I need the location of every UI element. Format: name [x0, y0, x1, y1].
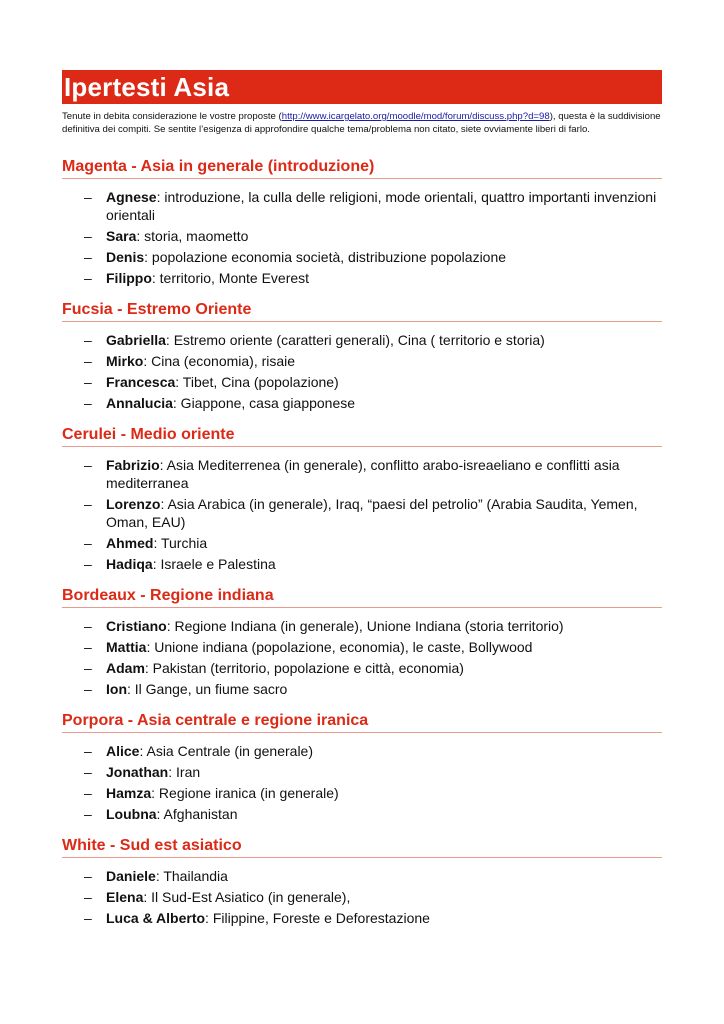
assignment-list: [62, 617, 662, 698]
assignment-topic: : Asia Centrale (in generale): [139, 743, 314, 759]
section: [62, 712, 662, 823]
student-name: Gabriella: [106, 332, 166, 348]
student-name: Mirko: [106, 353, 144, 369]
assignment-topic: : Giappone, casa giapponese: [172, 395, 356, 411]
list-item: [84, 742, 666, 760]
dash-bullet: –: [84, 910, 92, 926]
dash-bullet: –: [84, 189, 92, 205]
section: [62, 587, 662, 698]
dash-bullet: –: [84, 743, 92, 759]
dash-bullet: –: [84, 556, 92, 572]
document-title: Ipertesti Asia: [62, 70, 662, 104]
assignment-list: [62, 742, 662, 823]
section: [62, 158, 662, 287]
student-name: Loubna: [106, 806, 157, 822]
list-item: [84, 188, 666, 224]
student-name: Hadiqa: [106, 556, 153, 572]
dash-bullet: –: [84, 639, 92, 655]
section-heading: Magenta - Asia in generale (introduzione): [62, 158, 662, 179]
student-name: Elena: [106, 889, 144, 905]
assignment-topic: : Regione iranica (in generale): [151, 785, 339, 801]
list-item: [84, 763, 666, 781]
list-item: [84, 638, 666, 656]
dash-bullet: –: [84, 868, 92, 884]
section: [62, 837, 662, 927]
assignment-topic: : Filippine, Foreste e Deforestazione: [205, 910, 430, 926]
document-page: [62, 70, 662, 930]
assignment-topic: : Israele e Palestina: [152, 556, 276, 572]
assignment-topic: : Pakistan (territorio, popolazione e città, economia): [144, 660, 464, 676]
section: [62, 301, 662, 412]
assignment-list: [62, 867, 662, 927]
student-name: Alice: [106, 743, 140, 759]
student-name: Daniele: [106, 868, 156, 884]
dash-bullet: –: [84, 374, 92, 390]
assignment-topic: : Asia Mediterrenea (in generale), conflitto arabo-isreaeliano e conflitti asia mediterranea: [106, 457, 620, 491]
dash-bullet: –: [84, 457, 92, 473]
dash-bullet: –: [84, 332, 92, 348]
assignment-topic: : Il Sud-Est Asiatico (in generale),: [143, 889, 351, 905]
assignment-list: [62, 456, 662, 573]
section-heading: Bordeaux - Regione indiana: [62, 587, 662, 608]
assignment-topic: : Turchia: [153, 535, 208, 551]
dash-bullet: –: [84, 228, 92, 244]
student-name: Fabrizio: [106, 457, 160, 473]
list-item: [84, 394, 666, 412]
student-name: Jonathan: [106, 764, 169, 780]
student-name: Hamza: [106, 785, 152, 801]
assignment-topic: : Regione Indiana (in generale), Unione Indiana (storia territorio): [166, 618, 564, 634]
assignment-topic: : Asia Arabica (in generale), Iraq, “paesi del petrolio” (Arabia Saudita, Yemen, Oman, EAU): [106, 496, 638, 530]
list-item: [84, 248, 666, 266]
list-item: [84, 352, 666, 370]
forum-link[interactable]: http://www.icargelato.org/moodle/mod/forum/discuss.php?d=98: [281, 111, 550, 122]
intro-text-after: ), questa è la suddivisione definitiva dei compiti. Se sentite l’esigenza di approfondire qualche tema/problema non citato, siete ovviamente liberi di farlo.: [62, 111, 661, 135]
section-heading: Porpora - Asia centrale e regione iranica: [62, 712, 662, 733]
list-item: [84, 784, 666, 802]
dash-bullet: –: [84, 660, 92, 676]
assignment-topic: : territorio, Monte Everest: [151, 270, 310, 286]
student-name: Cristiano: [106, 618, 167, 634]
student-name: Ahmed: [106, 535, 154, 551]
assignment-topic: : popolazione economia società, distribuzione popolazione: [144, 249, 507, 265]
student-name: Agnese: [106, 189, 157, 205]
student-name: Mattia: [106, 639, 147, 655]
assignment-topic: : Estremo oriente (caratteri generali), Cina ( territorio e storia): [165, 332, 545, 348]
list-item: [84, 456, 666, 492]
dash-bullet: –: [84, 270, 92, 286]
list-item: [84, 331, 666, 349]
list-item: [84, 867, 666, 885]
student-name: Ion: [106, 681, 127, 697]
assignment-list: [62, 188, 662, 287]
section: [62, 426, 662, 573]
dash-bullet: –: [84, 889, 92, 905]
student-name: Sara: [106, 228, 137, 244]
list-item: [84, 680, 666, 698]
assignment-topic: : storia, maometto: [136, 228, 249, 244]
assignment-topic: : Cina (economia), risaie: [143, 353, 296, 369]
student-name: Denis: [106, 249, 145, 265]
assignment-topic: : Iran: [168, 764, 201, 780]
dash-bullet: –: [84, 764, 92, 780]
dash-bullet: –: [84, 618, 92, 634]
student-name: Francesca: [106, 374, 176, 390]
assignment-list: [62, 331, 662, 412]
dash-bullet: –: [84, 395, 92, 411]
list-item: [84, 227, 666, 245]
student-name: Lorenzo: [106, 496, 161, 512]
list-item: [84, 805, 666, 823]
assignment-topic: : Il Gange, un fiume sacro: [127, 681, 288, 697]
list-item: [84, 617, 666, 635]
list-item: [84, 888, 666, 906]
dash-bullet: –: [84, 249, 92, 265]
dash-bullet: –: [84, 535, 92, 551]
section-heading: Cerulei - Medio oriente: [62, 426, 662, 447]
dash-bullet: –: [84, 806, 92, 822]
dash-bullet: –: [84, 785, 92, 801]
dash-bullet: –: [84, 681, 92, 697]
student-name: Adam: [106, 660, 145, 676]
list-item: [84, 495, 666, 531]
student-name: Luca & Alberto: [106, 910, 206, 926]
section-heading: White - Sud est asiatico: [62, 837, 662, 858]
student-name: Filippo: [106, 270, 152, 286]
section-heading: Fucsia - Estremo Oriente: [62, 301, 662, 322]
list-item: [84, 373, 666, 391]
dash-bullet: –: [84, 496, 92, 512]
list-item: [84, 534, 666, 552]
assignment-topic: : Afghanistan: [156, 806, 238, 822]
assignment-topic: : Thailandia: [155, 868, 228, 884]
list-item: [84, 555, 666, 573]
list-item: [84, 659, 666, 677]
assignment-topic: : introduzione, la culla delle religioni, mode orientali, quattro importanti invenzioni orientali: [106, 189, 657, 223]
assignment-topic: : Unione indiana (popolazione, economia), le caste, Bollywood: [146, 639, 533, 655]
list-item: [84, 909, 666, 927]
sections-container: [62, 158, 662, 927]
dash-bullet: –: [84, 353, 92, 369]
intro-text-before: Tenute in debita considerazione le vostre proposte (: [62, 111, 282, 122]
student-name: Annalucia: [106, 395, 173, 411]
assignment-topic: : Tibet, Cina (popolazione): [175, 374, 339, 390]
list-item: [84, 269, 666, 287]
intro-paragraph: [62, 111, 662, 136]
